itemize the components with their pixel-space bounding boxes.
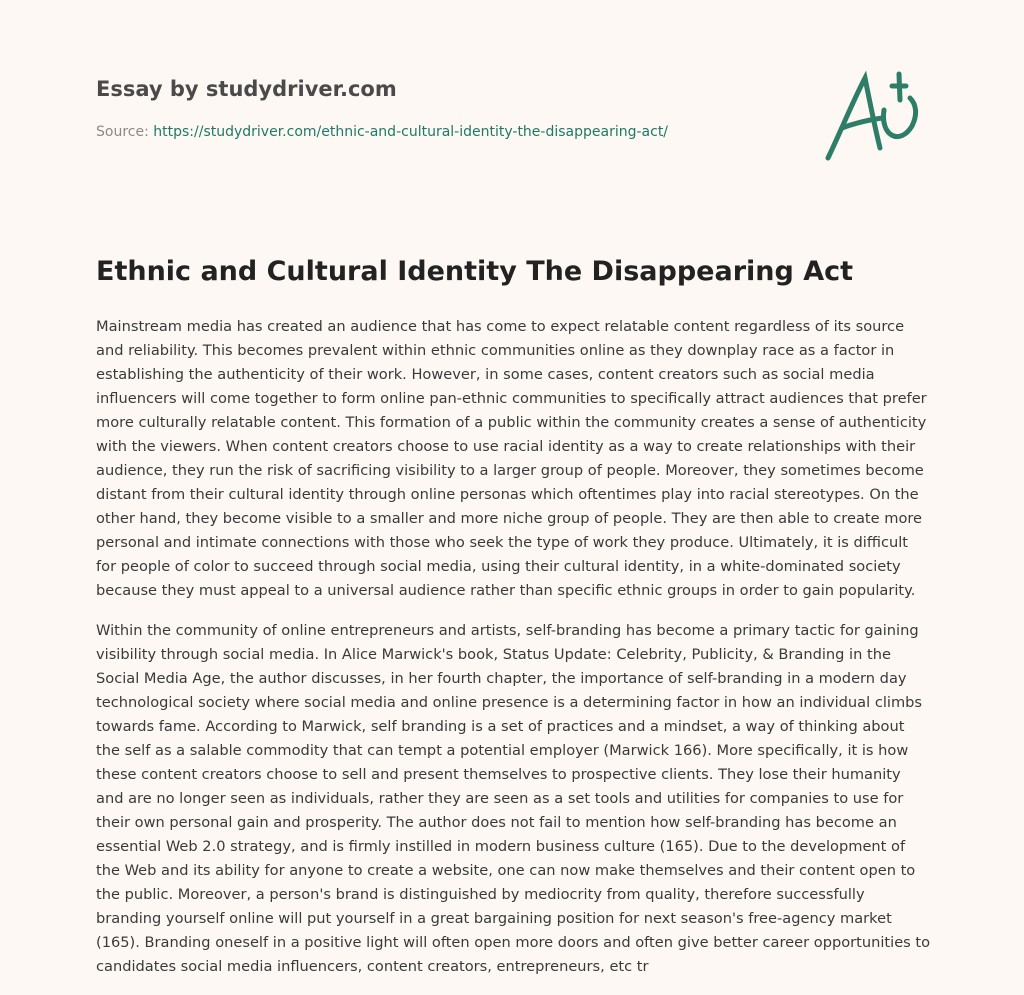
essay-body [96, 315, 931, 995]
source-link[interactable]: https://studydriver.com/ethnic-and-cultural-identity-the-disappearing-act/ [153, 124, 669, 140]
a-plus-logo-icon [820, 68, 930, 168]
essay-paragraph: Mainstream media has created an audience that has come to expect relatable content regardless of its source and reliability. This becomes prevalent within ethnic communities online as they downplay race as a factor in establishing the authenticity of their work. However, in some cases, content creators such as social media influencers will come together to form online pan-ethnic communities to specifically attract audiences that prefer more culturally relatable content. This formation of a public within the community creates a sense of authenticity with the viewers. When content creators choose to use racial identity as a way to create relationships with their audience, they run the risk of sacrificing visibility to a larger group of people. Moreover, they sometimes become distant from their cultural identity through online personas which oftentimes play into racial stereotypes. On the other hand, they become visible to a smaller and more niche group of people. They are then able to create more personal and intimate connections with those who seek the type of work they produce. Ultimately, it is difficult for people of color to succeed through social media, using their cultural identity, in a white-dominated society because they must appeal to a universal audience rather than specific ethnic groups in order to gain popularity. [96, 318, 927, 599]
source-line [96, 124, 668, 140]
site-title: Essay by studydriver.com [96, 77, 397, 101]
essay-title: Ethnic and Cultural Identity The Disappearing Act [96, 256, 854, 287]
essay-paragraph: Within the community of online entrepreneurs and artists, self-branding has become a primary tactic for gaining visibility through social media. In Alice Marwick's book, Status Update: Celebrity, Publicity, & Branding in the Social Media Age, the author discusses, in her fourth chapter, the importance of self-branding in a modern day technological society where social media and online presence is a determining factor in how an individual climbs towards fame. According to Marwick, self branding is a set of practices and a mindset, a way of thinking about the self as a salable commodity that can tempt a potential employer (Marwick 166). More specifically, it is how these content creators choose to sell and present themselves to prospective clients. They lose their humanity and are no longer seen as individuals, rather they are seen as a set tools and utilities for companies to use for their own personal gain and prosperity. The author does not fail to mention how self-branding has become an essential Web 2.0 strategy, and is firmly instilled in modern business culture (165). Due to the development of the Web and its ability for anyone to create a website, one can now make themselves and their content open to the public. Moreover, a person's brand is distinguished by mediocrity from quality, therefore successfully branding yourself online will put yourself in a great bargaining position for next season's free-agency market (165). Branding oneself in a positive light will often open more doors and often give better career opportunities to candidates social media influencers, content creators, entrepreneurs, etc tr [96, 622, 931, 975]
source-label: Source: [96, 124, 149, 140]
